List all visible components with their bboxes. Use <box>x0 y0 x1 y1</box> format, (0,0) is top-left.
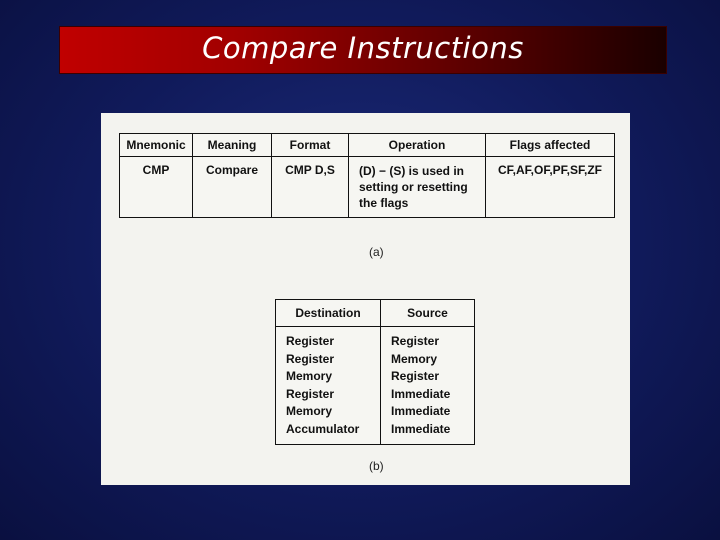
header-mnemonic: Mnemonic <box>120 134 193 157</box>
cell-mnemonic: CMP <box>120 157 193 218</box>
table-row <box>120 157 615 218</box>
table-header-row <box>276 300 475 327</box>
header-operation: Operation <box>349 134 486 157</box>
header-flags-affected: Flags affected <box>486 134 615 157</box>
cell-meaning: Compare <box>193 157 272 218</box>
list-item: Memory <box>286 369 333 383</box>
caption-b: (b) <box>369 459 384 473</box>
cell-flags: CF,AF,OF,PF,SF,ZF <box>486 157 615 218</box>
list-item: Accumulator <box>286 421 360 436</box>
slide-title: Compare Instructions <box>202 31 524 65</box>
list-item: Register <box>286 334 335 348</box>
list-item: Memory <box>286 404 333 418</box>
list-item: Immediate <box>391 386 451 401</box>
cell-operation <box>349 157 486 218</box>
scanned-figure <box>101 113 630 485</box>
destination-column <box>276 327 381 445</box>
list-item: Immediate <box>391 404 451 418</box>
table-header-row <box>120 134 615 157</box>
list-item: Memory <box>391 351 438 366</box>
caption-a: (a) <box>369 245 384 259</box>
header-source: Source <box>381 300 475 327</box>
list-item: Immediate <box>391 421 451 436</box>
list-item: Register <box>391 334 440 348</box>
table-row <box>276 327 475 445</box>
header-format: Format <box>272 134 349 157</box>
operation-line: the flags <box>359 196 409 210</box>
operation-line: (D) − (S) is used in <box>359 164 465 178</box>
header-destination: Destination <box>276 300 381 327</box>
operand-combinations-table <box>275 299 475 445</box>
cell-format: CMP D,S <box>272 157 349 218</box>
list-item: Register <box>286 351 335 366</box>
cmp-instruction-table <box>119 133 615 218</box>
operation-line: setting or resetting <box>359 180 468 194</box>
list-item: Register <box>286 386 335 401</box>
source-column <box>381 327 475 445</box>
list-item: Register <box>391 369 440 383</box>
slide-title-bar <box>60 27 666 73</box>
header-meaning: Meaning <box>193 134 272 157</box>
